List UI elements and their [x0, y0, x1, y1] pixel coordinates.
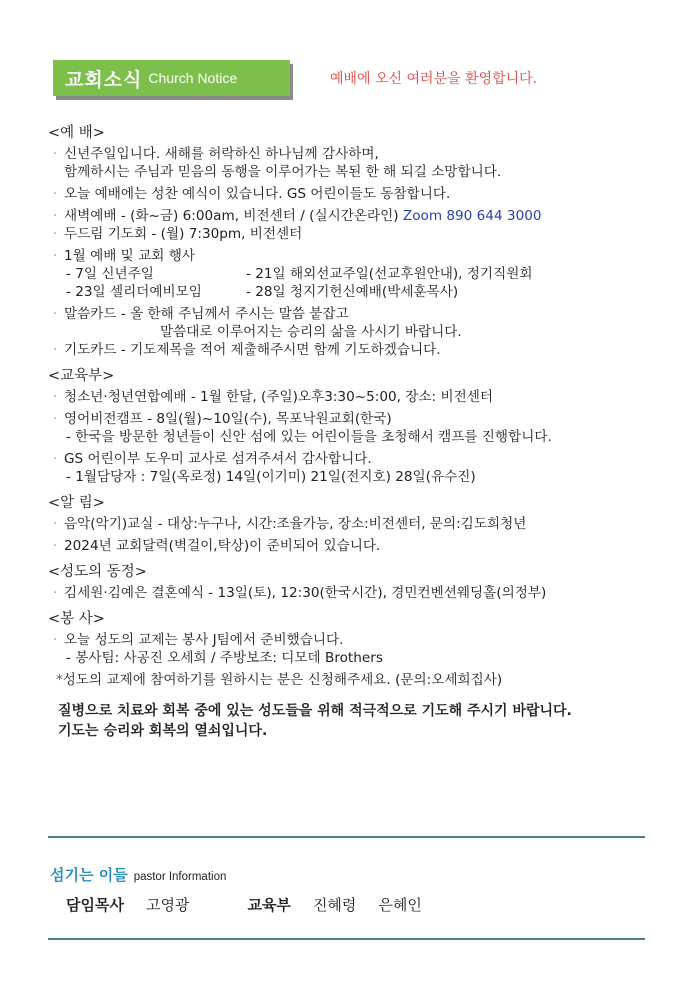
- notice-content: [48, 120, 648, 741]
- word-card-line-1: 말씀카드 - 올 한해 주님께서 주시는 말씀 붙잡고: [64, 306, 349, 322]
- bullet-icon: ·: [53, 451, 58, 467]
- service-item-1-sub: - 봉사팀: 사공진 오세희 / 주방보조: 디모데 Brothers: [66, 650, 383, 666]
- prayer-line-2: 기도는 승리와 회복의 열쇠입니다.: [58, 723, 268, 739]
- education-item-3-sub: - 1월담당자 : 7일(옥로정) 14일(이기미) 21일(전지호) 28일(유수진): [66, 469, 476, 485]
- zoom-meeting-id: Zoom 890 644 3000: [402, 208, 542, 224]
- bullet-icon: ·: [53, 516, 58, 532]
- divider-top: [48, 836, 645, 838]
- welcome-message: 예배에 오신 여러분을 환영합니다.: [330, 71, 538, 87]
- pastor-title-korean: 섬기는 이들: [50, 866, 128, 884]
- bullet-icon: ·: [53, 389, 58, 405]
- bullet-icon: ·: [53, 585, 58, 601]
- service-note-text: 성도의 교제에 참여하기를 원하시는 분은 신청해주세요. (문의:오세희집사): [62, 672, 503, 688]
- bullet-icon: ·: [53, 208, 58, 224]
- bullet-icon: ·: [53, 538, 58, 554]
- list-item: [48, 207, 648, 225]
- section-title-education: <교육부>: [48, 368, 115, 384]
- section-title-service: <봉 사>: [48, 611, 105, 627]
- banner-title-korean: 교회소식: [65, 68, 143, 91]
- pastor-info-title: [50, 864, 226, 885]
- worship-item-2: 오늘 예배에는 성찬 예식이 있습니다. GS 어린이들도 동참합니다.: [64, 186, 451, 202]
- list-item: [48, 247, 648, 265]
- list-item: [48, 450, 648, 468]
- bullet-icon: ·: [53, 306, 58, 322]
- list-item: [48, 185, 648, 203]
- education-label: 교육부: [247, 896, 291, 914]
- notice-item-1: 음악(악기)교실 - 대상:누구나, 시간:조율가능, 장소:비전센터, 문의:김도희청년: [64, 516, 527, 532]
- list-item: [48, 631, 648, 649]
- education-item-2: 영어비전캠프 - 8일(월)~10일(수), 목포낙원교회(한국): [64, 411, 392, 427]
- list-item: [48, 225, 648, 243]
- bullet-icon: ·: [53, 632, 58, 648]
- education-item-2-sub: - 한국을 방문한 청년들이 신안 섬에 있는 어린이들을 초청해서 캠프를 진행합니다.: [66, 429, 552, 445]
- event-2a: - 23일 셀리더예비모임: [66, 284, 202, 300]
- worship-item-1-line-1: 신년주일입니다. 새해를 허락하신 하나님께 감사하며,: [64, 146, 379, 162]
- event-row-1: [48, 265, 648, 283]
- pastor-title-english: pastor Information: [133, 871, 227, 883]
- worship-item-4: 두드림 기도회 - (월) 7:30pm, 비전센터: [64, 226, 303, 242]
- worship-item-1-line-2: 함께하시는 주님과 믿음의 동행을 이루어가는 복된 한 해 되길 소망합니다.: [64, 164, 502, 180]
- service-note: [48, 671, 648, 689]
- list-item: [48, 305, 648, 323]
- asterisk-icon: *: [56, 672, 63, 688]
- section-title-members: <성도의 동정>: [48, 564, 147, 580]
- pastor-list: [66, 894, 422, 915]
- bullet-icon: ·: [53, 226, 58, 242]
- prayer-line-1: 질병으로 치료와 회복 중에 있는 성도들을 위해 적극적으로 기도해 주시기 바랍니다.: [58, 703, 572, 719]
- banner-title-english: Church Notice: [148, 70, 238, 86]
- bullet-icon: ·: [53, 342, 58, 358]
- notice-item-2: 2024년 교회달력(벽걸이,탁상)이 준비되어 있습니다.: [64, 538, 381, 554]
- word-card-line-2: 말씀대로 이루어지는 승리의 삶을 사시기 바랍니다.: [160, 324, 462, 340]
- dawn-service-text: 새벽예배 - (화~금) 6:00am, 비전센터 / (실시간온라인): [64, 208, 403, 224]
- section-title-notice: <알 림>: [48, 495, 105, 511]
- prayer-card: 기도카드 - 기도제목을 적어 제출해주시면 함께 기도하겠습니다.: [64, 342, 441, 358]
- senior-pastor-label: 담임목사: [66, 896, 124, 914]
- list-item: [48, 515, 648, 533]
- education-staff-name-2: 은혜인: [378, 896, 422, 914]
- education-item-3: GS 어린이부 도우미 교사로 섬겨주셔서 감사합니다.: [64, 451, 372, 467]
- bullet-icon: ·: [53, 146, 58, 162]
- event-row-2: [48, 283, 648, 301]
- education-item-1: 청소년·청년연합예배 - 1월 한달, (주일)오후3:30~5:00, 장소: 비전센터: [64, 389, 493, 405]
- prayer-request: [48, 701, 648, 741]
- list-item: [48, 537, 648, 555]
- bullet-icon: ·: [53, 248, 58, 264]
- list-item: [48, 584, 648, 602]
- service-item-1: 오늘 성도의 교제는 봉사 J팀에서 준비했습니다.: [64, 632, 344, 648]
- bullet-icon: ·: [53, 186, 58, 202]
- event-1b: - 21일 해외선교주일(선교후원안내), 정기직원회: [246, 266, 533, 282]
- list-item: [48, 388, 648, 406]
- education-staff-name-1: 진혜령: [312, 896, 357, 914]
- list-item: [48, 145, 648, 181]
- list-item: [48, 410, 648, 428]
- event-2b: - 28일 청지기헌신예배(박세훈목사): [246, 284, 459, 300]
- section-title-worship: <예 배>: [48, 125, 105, 141]
- bullet-icon: ·: [53, 411, 58, 427]
- members-item-1: 김세원·김예은 결혼예식 - 13일(토), 12:30(한국시간), 경민컨벤션웨딩홀(의정부): [64, 585, 547, 601]
- worship-item-5: 1월 예배 및 교회 행사: [64, 248, 195, 264]
- senior-pastor-name: 고영광: [145, 896, 190, 914]
- event-1a: - 7일 신년주일: [66, 266, 154, 282]
- church-notice-banner: [53, 60, 290, 96]
- divider-bottom: [48, 938, 645, 940]
- list-item: [48, 341, 648, 359]
